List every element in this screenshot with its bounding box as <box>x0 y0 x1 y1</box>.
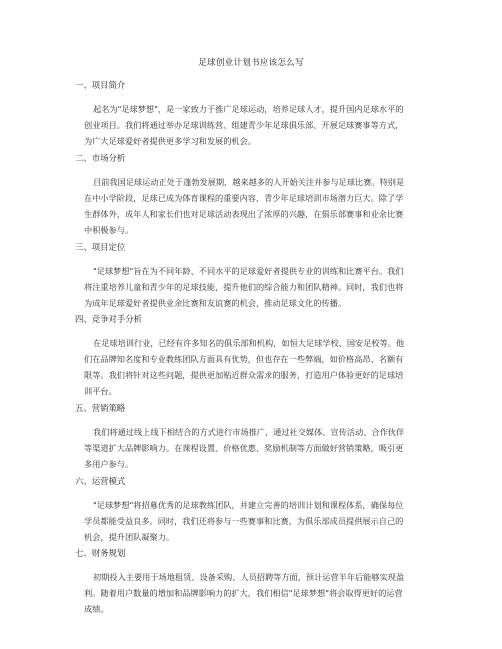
section-paragraph <box>75 569 427 617</box>
paragraph-line: 学员都能受益良多。同时，我们还将参与一些赛事和比赛，为俱乐部成员提供展示自己的 <box>84 516 404 526</box>
paragraph-line: 起名为"足球梦想"，是一家致力于推广足球运动，培养足球人才，提升国内足球水平的 <box>93 104 404 114</box>
section-paragraph <box>75 174 427 238</box>
paragraph-line: 生群体外，成年人和家长们也对足球活动表现出了浓厚的兴趣，在俱乐部赛事和业余比赛 <box>84 209 404 219</box>
paragraph-line: 初期投入主要用于场地租赁、设备采购、人员招聘等方面，预计运营半年后能够实现盈 <box>93 572 405 582</box>
section-competitor-analysis <box>75 313 427 399</box>
paragraph-line: 们在品牌知名度和专业教练团队方面具有优势，但也存在一些弊端，如价格高昂、名额有 <box>84 354 404 364</box>
paragraph-line: "足球梦想"旨在为不同年龄、不同水平的足球爱好者提供专业的训练和比赛平台。我们 <box>93 266 404 276</box>
section-heading: 五、营销策略 <box>75 403 126 413</box>
paragraph-line: 为广大足球爱好者提供更多学习和发展的机会。 <box>84 136 256 146</box>
section-heading: 七、财务规划 <box>75 548 126 558</box>
paragraph-line: 限等。我们将针对这些问题，提供更加贴近群众需求的服务，打造用户体验更好的足球培 <box>84 370 404 380</box>
paragraph-line: 我们将通过线上线下相结合的方式进行市场推广，通过社交媒体、宣传活动、合作伙伴 <box>93 427 405 437</box>
section-project-intro <box>75 79 427 149</box>
paragraph-line: 将注重培养儿童和青少年的足球技能，提升他们的综合能力和团队精神。同时，我们也将 <box>84 282 404 292</box>
section-paragraph <box>75 424 427 472</box>
paragraph-line: 训平台。 <box>84 386 117 396</box>
section-paragraph <box>75 497 427 545</box>
section-heading: 四、竞争对手分析 <box>75 314 142 324</box>
section-heading: 二、市场分析 <box>75 153 126 163</box>
paragraph-line: "足球梦想"将招募优秀的足球教练团队，并建立完善的培训计划和课程体系，确保每位 <box>93 500 404 510</box>
section-heading: 六、运营模式 <box>75 476 126 486</box>
paragraph-line: 中积极参与。 <box>84 225 134 235</box>
section-heading: 三、项目定位 <box>75 242 126 252</box>
section-heading: 一、项目简介 <box>75 80 126 90</box>
section-market-analysis <box>75 152 427 238</box>
paragraph-line: 机会，提升团队凝聚力。 <box>84 532 175 542</box>
section-financial-plan <box>75 547 427 617</box>
section-marketing-strategy <box>75 402 427 472</box>
paragraph-line: 成绩。 <box>84 604 109 614</box>
document-title: 足球创业计划书应该怎么写 <box>198 58 304 68</box>
section-paragraph <box>75 101 427 149</box>
section-operation-model <box>75 475 427 545</box>
section-paragraph <box>75 335 427 399</box>
section-positioning <box>75 241 427 311</box>
paragraph-line: 多用户参与。 <box>84 459 134 469</box>
paragraph-line: 利。随着用户数量的增加和品牌影响力的扩大，我们相信"足球梦想"将会取得更好的运营 <box>84 588 403 598</box>
paragraph-line: 目前我国足球运动正处于蓬勃发展期，越来越多的人开始关注并参与足球比赛。特别是 <box>93 177 405 187</box>
paragraph-line: 在足球培训行业，已经有许多知名的俱乐部和机构，如恒大足球学校、国安足校等。他 <box>93 338 405 348</box>
paragraph-line: 创业项目。我们将通过举办足球训练营、组建青少年足球俱乐部、开展足球赛事等方式， <box>84 120 404 130</box>
paragraph-line: 在中小学阶段，足球已成为体育课程的重要内容，青少年足球培训市场潜力巨大。除了学 <box>84 193 404 203</box>
paragraph-line: 为成年足球爱好者提供业余比赛和友谊赛的机会，推动足球文化的传播。 <box>84 298 347 308</box>
section-paragraph <box>75 263 427 311</box>
paragraph-line: 等渠道扩大品牌影响力。在课程设置、价格优惠、奖励机制等方面做好营销策略，吸引更 <box>84 443 404 453</box>
